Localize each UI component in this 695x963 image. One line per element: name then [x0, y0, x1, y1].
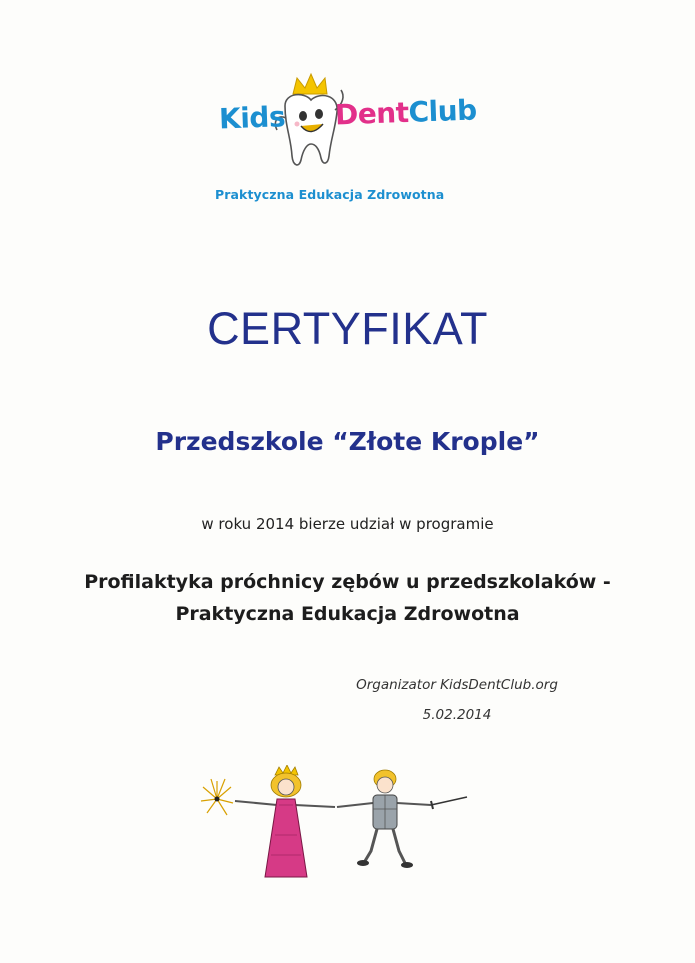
logo-word-club: Club: [407, 93, 478, 129]
logo-tagline: Praktyczna Edukacja Zdrowotna: [215, 187, 445, 202]
program-name-line-1: Profilaktyka próchnicy zębów u przedszkolaków -: [84, 571, 611, 593]
organizer-text: Organizator KidsDentClub.org: [356, 677, 558, 693]
princess-and-knight-illustration: [195, 765, 480, 885]
sparkler-icon: [201, 779, 233, 815]
program-name: [0, 566, 695, 630]
kidsdentclub-logo: [205, 72, 478, 212]
princess-figure: [235, 765, 335, 877]
certificate-date: 5.02.2014: [422, 707, 492, 723]
participation-statement: w roku 2014 bierze udział w programie: [201, 515, 494, 533]
recipient-name: Przedszkole “Złote Krople”: [155, 427, 540, 456]
logo-wordmark: [219, 94, 478, 136]
knight-figure: [337, 770, 467, 868]
logo-word-dent: Dent: [334, 95, 410, 132]
program-name-line-2: Praktyczna Edukacja Zdrowotna: [175, 603, 520, 625]
certificate-title: CERTYFIKAT: [207, 303, 488, 354]
logo-word-kids: Kids: [218, 100, 286, 136]
